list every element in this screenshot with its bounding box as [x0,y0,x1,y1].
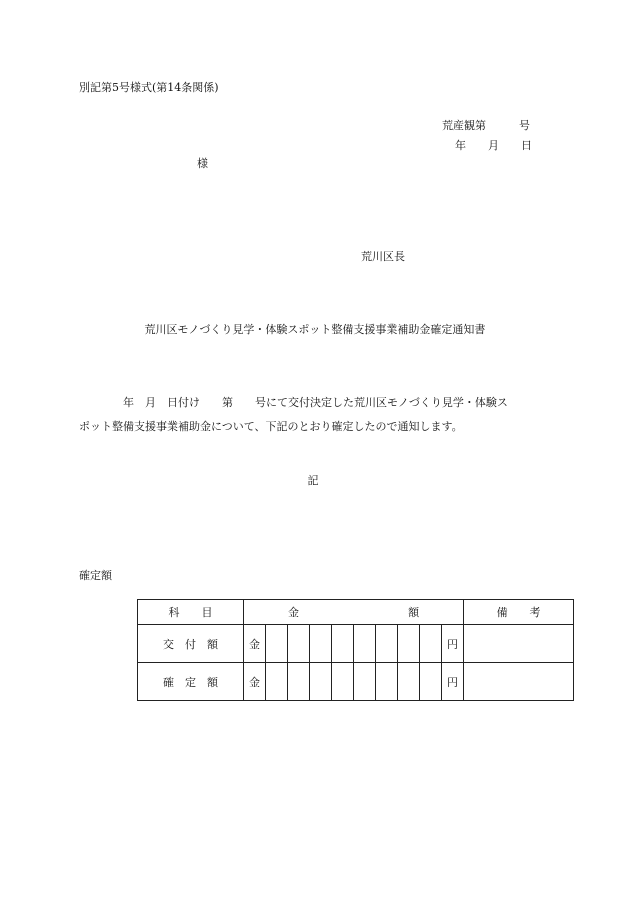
digit-cell[interactable] [332,625,354,663]
digit-cell[interactable] [266,625,288,663]
row-prefix: 金 [244,663,266,701]
digit-cell[interactable] [288,625,310,663]
body-line-2: ポット整備支援事業補助金について、下記のとおり確定したので通知します。 [79,420,463,433]
table-row [138,663,574,701]
row-suffix: 円 [442,625,464,663]
body-line-1: 年 月 日付け 第 号にて交付決定した荒川区モノづくり見学・体験ス [123,396,508,409]
digit-cell[interactable] [398,663,420,701]
remarks-cell[interactable] [464,625,574,663]
amount-table [137,599,574,701]
digit-cell[interactable] [332,663,354,701]
digit-cell[interactable] [310,663,332,701]
header-remarks: 備 考 [464,600,574,625]
digit-cell[interactable] [266,663,288,701]
form-label: 別記第5号様式(第14条関係) [79,81,219,94]
digit-cell[interactable] [354,663,376,701]
header-amount [244,600,464,625]
row-item: 交 付 額 [138,625,244,663]
document-title: 荒川区モノづくり見学・体験スポット整備支援事業補助金確定通知書 [144,323,486,336]
digit-cell[interactable] [288,663,310,701]
recipient-honorific: 様 [197,157,208,170]
digit-cell[interactable] [398,625,420,663]
ki-heading [0,475,630,486]
row-prefix: 金 [244,625,266,663]
digit-cell[interactable] [354,625,376,663]
row-item: 確 定 額 [138,663,244,701]
header-item: 科 目 [138,600,244,625]
digit-cell[interactable] [420,625,442,663]
digit-cell[interactable] [376,663,398,701]
table-row [138,625,574,663]
document-number: 荒産観第 号 [442,119,530,132]
row-suffix: 円 [442,663,464,701]
digit-cell[interactable] [310,625,332,663]
digit-cell[interactable] [376,625,398,663]
digit-cell[interactable] [420,663,442,701]
remarks-cell[interactable] [464,663,574,701]
header-amount-left: 金 [288,606,299,619]
ki-text: 記 [307,474,319,487]
document-date: 年 月 日 [455,139,532,152]
body-text [79,391,551,439]
header-amount-right: 額 [408,606,420,619]
issuer-name: 荒川区長 [361,250,405,263]
confirmed-amount-label: 確定額 [79,569,112,582]
table-header-row [138,600,574,625]
